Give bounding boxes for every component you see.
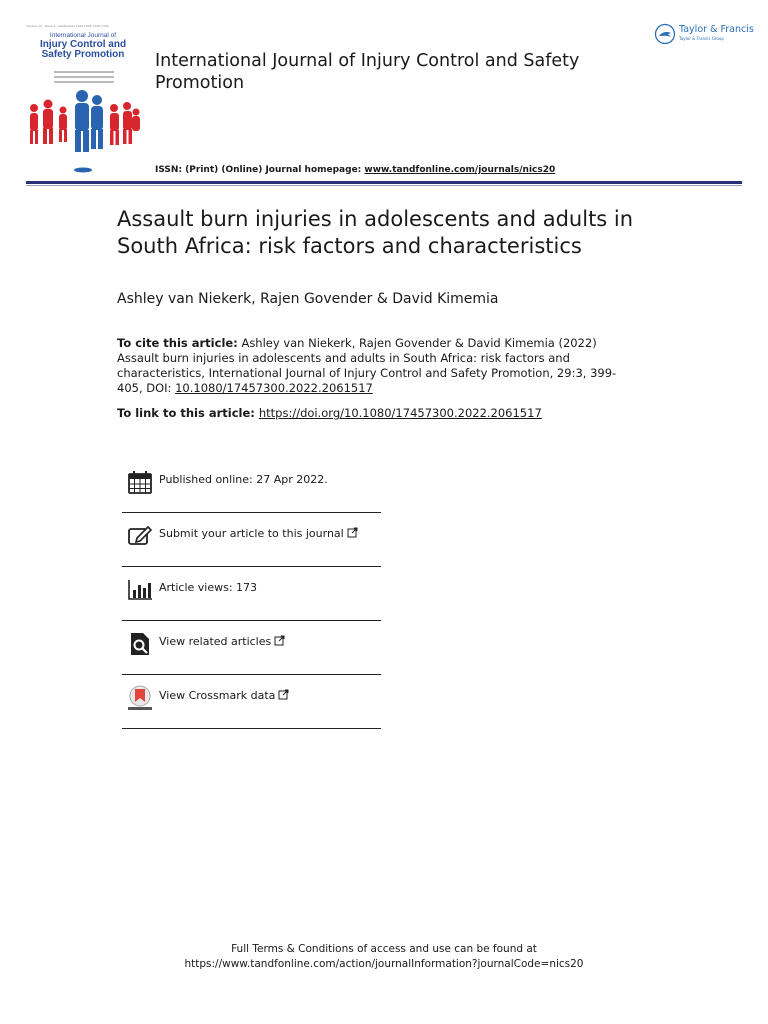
cover-text-lines [54, 68, 114, 86]
external-link-icon [347, 527, 358, 538]
header-divider-thin [26, 185, 742, 186]
cover-title-line1: International Journal of [49, 32, 117, 39]
citation-label: To cite this article: [117, 336, 238, 350]
cover-title-line3: Safety Promotion [41, 48, 125, 60]
cover-title-line2: Injury Control and [39, 38, 127, 50]
calendar-icon [127, 469, 153, 495]
issn-line [155, 165, 555, 175]
submit-row[interactable] [122, 513, 381, 567]
published-row [122, 459, 381, 513]
terms-text: Full Terms & Conditions of access and use can be found at [231, 943, 537, 955]
external-link-icon [278, 689, 289, 700]
terms-footer [0, 942, 768, 972]
journal-cover[interactable] [26, 24, 140, 176]
views-row [122, 567, 381, 621]
edit-icon [127, 523, 153, 549]
article-link [117, 406, 542, 420]
search-document-icon [127, 631, 153, 657]
submit-article-link[interactable] [159, 527, 358, 540]
crossmark-link[interactable] [159, 689, 289, 702]
article-title: Assault burn injuries in adolescents and adults in South Africa: risk factors and characteristics [117, 207, 634, 258]
published-date: Published online: 27 Apr 2022. [159, 473, 328, 486]
external-link-icon [274, 635, 285, 646]
crossmark-label: View Crossmark data [159, 689, 276, 702]
citation [117, 336, 617, 396]
cover-issue-line: Volume 29 · Issue 3 · September 2022 ISSN 1745-7300 [26, 24, 109, 28]
submit-article-label: Submit your article to this journal [159, 527, 344, 540]
journal-title: International Journal of Injury Control and Safety Promotion [155, 51, 580, 93]
cover-people-illustration [26, 86, 140, 176]
citation-doi-link[interactable]: 10.1080/17457300.2022.2061517 [175, 381, 373, 395]
related-articles-link[interactable] [159, 635, 285, 648]
cover-title [26, 33, 140, 60]
related-articles-label: View related articles [159, 635, 272, 648]
article-metadata-list [122, 459, 381, 729]
bar-chart-icon [127, 577, 153, 603]
citation-text: Ashley van Niekerk, Rajen Govender & David Kimemia (2022) Assault burn injuries in adolescents and adults in South Africa: risk factors and characteristics, International Journal of Injury Control and Safety Promotion, 29:3, 399-405, DOI: [117, 336, 617, 395]
publisher-logo[interactable] [654, 22, 754, 46]
journal-homepage-link[interactable]: www.tandfonline.com/journals/nics20 [364, 165, 556, 175]
terms-url[interactable]: https://www.tandfonline.com/action/journalInformation?journalCode=nics20 [184, 958, 584, 970]
article-views: Article views: 173 [159, 581, 258, 594]
crossmark-row[interactable] [122, 675, 381, 729]
header-divider [26, 181, 742, 184]
article-doi-url[interactable]: https://doi.org/10.1080/17457300.2022.2061517 [258, 406, 542, 420]
related-row[interactable] [122, 621, 381, 675]
issn-text: ISSN: (Print) (Online) Journal homepage: [155, 165, 365, 175]
taylor-francis-icon [654, 22, 676, 44]
publisher-group: Taylor & Francis Group [679, 36, 724, 41]
article-link-label: To link to this article: [117, 406, 255, 420]
crossmark-icon [127, 685, 153, 711]
article-authors: Ashley van Niekerk, Rajen Govender & David Kimemia [117, 291, 499, 307]
publisher-name: Taylor & Francis [679, 24, 754, 35]
